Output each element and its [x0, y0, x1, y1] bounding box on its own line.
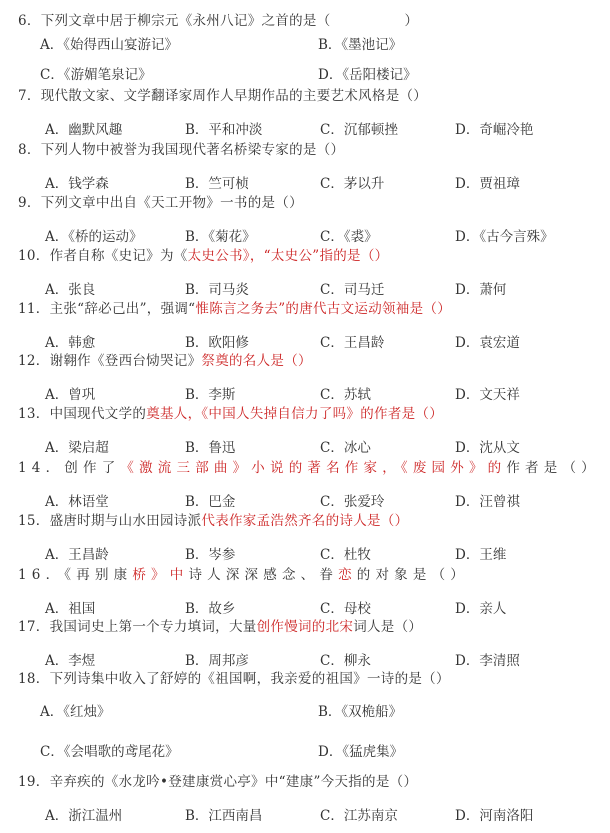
option-C[interactable]: C．王昌龄 — [320, 335, 385, 351]
question-8-stem — [18, 141, 344, 159]
highlighted-text: 恋 — [338, 567, 357, 583]
stem-text: ．盛唐时期与山水田园诗派 — [35, 513, 202, 529]
option-B[interactable]: B．李斯 — [185, 387, 236, 403]
option-A[interactable]: A．《始得西山宴游记》 — [40, 37, 178, 53]
option-B[interactable]: B．竺可桢 — [185, 176, 249, 192]
option-A[interactable]: A．林语堂 — [45, 494, 109, 510]
highlighted-text: 代表作家孟浩然齐名的诗人是（） — [201, 513, 409, 529]
option-A[interactable]: A．王昌龄 — [45, 547, 109, 563]
question-7-stem — [18, 87, 427, 105]
option-C[interactable]: C．《会唱歌的鸢尾花》 — [40, 744, 179, 760]
question-11-stem — [18, 300, 451, 318]
question-16-stem — [18, 566, 469, 584]
option-A[interactable]: A．祖国 — [45, 601, 96, 617]
question-number: 15 — [18, 513, 36, 529]
stem-text: ．作者自称《史记》为《 — [35, 248, 188, 264]
option-B[interactable]: B．江西南昌 — [185, 808, 263, 824]
option-C[interactable]: C．母校 — [320, 601, 371, 617]
option-A[interactable]: A．幽默风趣 — [45, 122, 123, 138]
option-B[interactable]: B．巴金 — [185, 494, 236, 510]
highlighted-text: 惟陈言之务去”的唐代古文运动领袖是（） — [195, 301, 451, 317]
option-B[interactable]: B．《双桅船》 — [318, 704, 403, 720]
option-B[interactable]: B．平和冲淡 — [185, 122, 263, 138]
question-12-stem — [18, 352, 312, 370]
stem-text: ．谢翱作《登西台恸哭记》 — [35, 353, 202, 369]
option-A[interactable]: A．梁启超 — [45, 440, 109, 456]
question-number: 14 — [18, 460, 46, 476]
stem-text: 词人是（） — [353, 619, 423, 635]
stem-text: ．现代散文家、文学翻译家周作人早期作品的主要艺术风格是（） — [26, 88, 428, 104]
stem-text: ．《再别康 — [45, 567, 133, 583]
stem-text: ．中国现代文学的 — [35, 406, 147, 422]
stem-text: ．下列诗集中收入了舒婷的《祖国啊，我亲爱的祖国》一诗的是（） — [35, 671, 450, 687]
highlighted-text: 祭奠的名人是（） — [201, 353, 312, 369]
option-A[interactable]: A．《桥的运动》 — [45, 229, 143, 245]
option-A[interactable]: A．浙江温州 — [45, 808, 123, 824]
option-D[interactable]: D．亲人 — [455, 601, 507, 617]
option-D[interactable]: D．《猛虎集》 — [318, 744, 404, 760]
option-C[interactable]: C．沉郁顿挫 — [320, 122, 398, 138]
option-C[interactable]: C．张爱玲 — [320, 494, 385, 510]
option-B[interactable]: B．《菊花》 — [185, 229, 256, 245]
question-9-stem — [18, 194, 303, 212]
option-A[interactable]: A．曾巩 — [45, 387, 96, 403]
question-6-stem — [18, 12, 418, 30]
question-18-stem — [18, 670, 450, 688]
question-15-stem — [18, 512, 408, 530]
option-C[interactable]: C．《裘》 — [320, 229, 378, 245]
option-C[interactable]: C．冰心 — [320, 440, 371, 456]
stem-text: ．创作了 — [45, 460, 121, 476]
stem-text: 诗人深深感念、眷 — [188, 567, 339, 583]
option-C[interactable]: C．柳永 — [320, 653, 371, 669]
question-19-stem — [18, 773, 417, 791]
stem-text: ） — [404, 13, 419, 29]
option-C[interactable]: C．杜牧 — [320, 547, 371, 563]
option-B[interactable]: B．故乡 — [185, 601, 236, 617]
question-number: 17 — [18, 619, 36, 635]
stem-text: 作者是（） — [506, 460, 600, 476]
option-D[interactable]: D．河南洛阳 — [455, 808, 534, 824]
option-C[interactable]: C．茅以升 — [320, 176, 385, 192]
stem-text: ．下列人物中被誉为我国现代著名桥梁专家的是（） — [26, 142, 345, 158]
question-13-stem — [18, 405, 443, 423]
highlighted-text: 《激流三部曲》小说的著名作家，《废园外》的 — [120, 460, 507, 476]
option-C[interactable]: C．《游媚笔泉记》 — [40, 67, 152, 83]
option-B[interactable]: B．司马炎 — [185, 282, 249, 298]
stem-text: ．下列文章中居于柳宗元《永州八记》之首的是（ — [26, 13, 331, 29]
option-D[interactable]: D．王维 — [455, 547, 507, 563]
question-number: 7 — [18, 88, 27, 104]
option-A[interactable]: A．张良 — [45, 282, 96, 298]
stem-text: ．我国词史上第一个专力填词，大量 — [35, 619, 257, 635]
stem-text: ．主张“辞必己出”，强调“ — [35, 301, 196, 317]
option-C[interactable]: C．江苏南京 — [320, 808, 398, 824]
option-A[interactable]: A．钱学森 — [45, 176, 109, 192]
question-number: 16 — [18, 567, 46, 583]
highlighted-text: 桥》中 — [132, 567, 189, 583]
option-B[interactable]: B．《墨池记》 — [318, 37, 403, 53]
question-number: 10 — [18, 248, 36, 264]
highlighted-text: 奠基人，《中国人失掉自信力了吗》的作者是（） — [146, 406, 444, 422]
option-D[interactable]: D．李清照 — [455, 653, 520, 669]
option-A[interactable]: A．李煜 — [45, 653, 96, 669]
option-D[interactable]: D．奇崛冷艳 — [455, 122, 534, 138]
question-number: 18 — [18, 671, 36, 687]
stem-text: ．辛弃疾的《水龙吟•登建康赏心亭》中“建康”今天指的是（） — [35, 774, 418, 790]
question-number: 19 — [18, 774, 36, 790]
option-B[interactable]: B．岑参 — [185, 547, 236, 563]
option-D[interactable]: D．《古今言殊》 — [455, 229, 554, 245]
highlighted-text: 太史公书》，“太史公”指的是（） — [187, 248, 389, 264]
option-B[interactable]: B．鲁迅 — [185, 440, 236, 456]
option-B[interactable]: B．欧阳修 — [185, 335, 249, 351]
question-number: 12 — [18, 353, 36, 369]
option-D[interactable]: D．萧何 — [455, 282, 507, 298]
option-B[interactable]: B．周邦彦 — [185, 653, 249, 669]
question-17-stem — [18, 618, 422, 636]
stem-text: 的对象是（） — [356, 567, 469, 583]
question-10-stem — [18, 247, 388, 265]
question-number: 8 — [18, 142, 27, 158]
option-D[interactable]: D．贾祖璋 — [455, 176, 520, 192]
question-number: 9 — [18, 195, 27, 211]
question-14-stem — [18, 459, 600, 477]
option-D[interactable]: D．《岳阳楼记》 — [318, 67, 417, 83]
highlighted-text: 创作慢词的北宋 — [256, 619, 354, 635]
question-number: 6 — [18, 13, 27, 29]
option-A[interactable]: A．《红烛》 — [40, 704, 111, 720]
question-number: 13 — [18, 406, 36, 422]
option-D[interactable]: D．汪曾祺 — [455, 494, 520, 510]
option-D[interactable]: D．文天祥 — [455, 387, 520, 403]
stem-text: ．下列文章中出自《天工开物》一书的是（） — [26, 195, 303, 211]
question-number: 11 — [18, 301, 36, 317]
option-C[interactable]: C．苏轼 — [320, 387, 371, 403]
option-D[interactable]: D．沈从文 — [455, 440, 520, 456]
option-C[interactable]: C．司马迁 — [320, 282, 385, 298]
option-D[interactable]: D．袁宏道 — [455, 335, 520, 351]
option-A[interactable]: A．韩愈 — [45, 335, 96, 351]
